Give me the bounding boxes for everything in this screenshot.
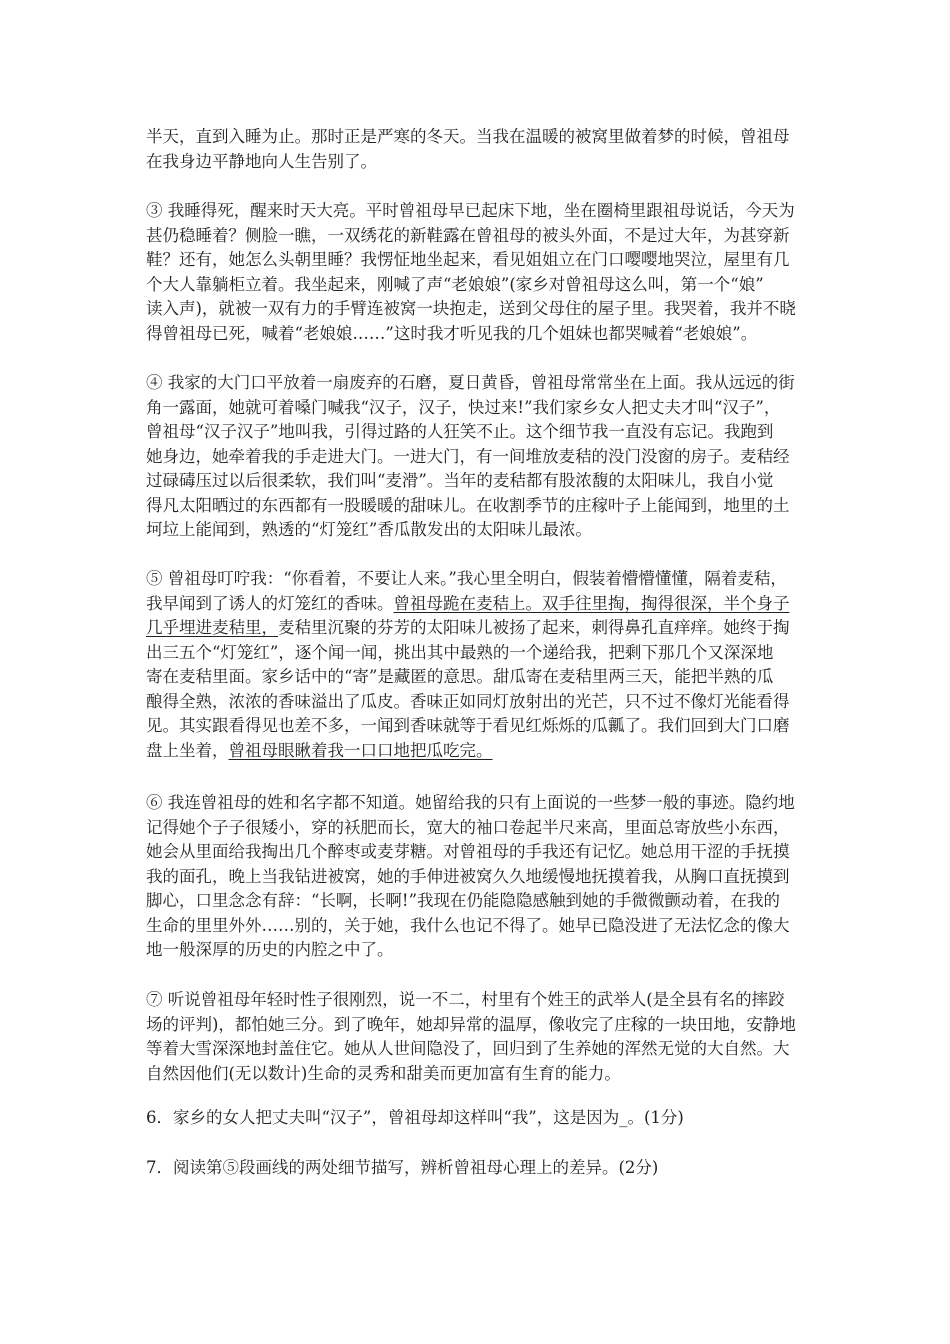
underlined-text: 曾祖母眼瞅着我一口口地把瓜吃完。 (228, 740, 493, 760)
text-segment: 等着大雪深深地封盖住它。她从人世间隐没了，回归到了生养她的浑然无觉的大自然。大 (146, 1039, 790, 1058)
text-segment: 我的面孔，晚上当我钻进被窝，她的手伸进被窝久久地缓慢地抚摸着我，从胸口直抚摸到 (146, 866, 790, 886)
text-line (146, 615, 790, 640)
text-segment: 地一般深厚的历史的内腔之中了。 (146, 940, 394, 959)
text-segment: 鞋？还有，她怎么头朝里睡？我愣怔地坐起来，看见姐姐立在门口嘤嘤地哭泣，屋里有几 (146, 250, 790, 269)
text-segment: ⑥ 我连曾祖母的姓和名字都不知道。她留给我的只有上面说的一些梦一般的事迹。隐约地 (146, 793, 795, 812)
text-segment: 她会从里面给我掏出几个醉枣或麦芽糖。对曾祖母的手我还有记忆。她总用干涩的手抚摸 (146, 842, 790, 861)
text-line (146, 272, 764, 297)
text-line (146, 815, 790, 840)
text-line (146, 1036, 790, 1061)
text-segment: 个大人靠躺柜立着。我坐起来，刚喊了声“老娘娘”(家乡对曾祖母这么叫，第一个“娘” (146, 274, 764, 294)
text-segment: 自然因他们(无以数计)生命的灵秀和甜美而更加富有生育的能力。 (146, 1063, 621, 1083)
text-segment: 麦秸里沉聚的芬芳的太阳味儿被扬了起来，刺得鼻孔直痒痒。她终于掏 (278, 618, 790, 637)
text-segment: 在我身边平静地向人生告别了。 (146, 151, 377, 171)
text-segment: 过碌碡压过以后很柔软，我们叫“麦滑”。当年的麦秸都有股浓馥的太阳味儿，我自小觉 (146, 471, 774, 490)
underlined-text: 几乎埋进麦秸里， (146, 618, 278, 637)
text-line (146, 296, 796, 321)
text-line (146, 713, 790, 738)
text-line (146, 591, 790, 616)
text-segment: 我早闻到了诱人的灯笼红的香味。 (146, 593, 394, 613)
text-segment: 得凡太阳晒过的东西都有一股暖暖的甜味儿。在收割季节的庄稼叶子上能闻到，地里的土 (146, 495, 790, 515)
text-segment: 出三五个“灯笼红”，逐个闻一闻，挑出其中最熟的一个递给我，把剩下那几个又深深地 (146, 642, 774, 662)
text-line (146, 1155, 658, 1180)
text-line (146, 864, 790, 889)
text-segment: 场的评判)，都怕她三分。到了晚年，她却异常的温厚，像收完了庄稼的一块田地，安静地 (146, 1014, 796, 1034)
text-line (146, 198, 795, 223)
text-line (146, 664, 773, 689)
underlined-text: 曾祖母跪在麦秸上。双手往里掏，掏得很深，半个身子 (393, 593, 790, 613)
text-line (146, 493, 790, 518)
text-line (146, 689, 790, 714)
text-segment: ⑦ 听说曾祖母年轻时性子很刚烈，说一不二，村里有个姓王的武举人(是全县有名的摔跤 (146, 990, 785, 1009)
text-segment: 见。其实跟看得见也差不多，一闻到香味就等于看见红烁烁的瓜瓤了。我们回到大门口磨 (146, 716, 790, 735)
text-line (146, 149, 377, 174)
text-segment: 酿得全熟，浓浓的香味溢出了瓜皮。香味正如同灯放射出的光芒，只不过不像灯光能看得 (146, 691, 790, 711)
text-segment: 6．家乡的女人把丈夫叫“汉子”，曾祖母却这样叫“我”，这是因为_。(1分) (146, 1108, 684, 1127)
text-line (146, 640, 773, 665)
text-line (146, 913, 790, 938)
text-segment: 7．阅读第⑤段画线的两处细节描写，辨析曾祖母心理上的差异。(2分) (146, 1158, 659, 1177)
text-line (146, 468, 773, 493)
text-line (146, 419, 773, 444)
text-line (146, 247, 790, 272)
text-line (146, 517, 592, 542)
text-line (146, 987, 785, 1012)
text-line (146, 1105, 684, 1130)
text-segment: 读入声)，就被一双有力的手臂连被窝一块抱走，送到父母住的屋子里。我哭着，我并不晓 (146, 299, 796, 318)
text-line (146, 1012, 796, 1037)
text-line (146, 1061, 621, 1086)
text-segment: 寄在麦秸里面。家乡话中的“寄”是藏匿的意思。甜瓜寄在麦秸里两三天，能把半熟的瓜 (146, 667, 774, 686)
text-segment: 生命的里里外外……别的，关于她，我什么也记不得了。她早已隐没进了无法忆念的像大 (146, 915, 790, 935)
text-segment: 曾祖母“汉子汉子”地叫我，引得过路的人狂笑不止。这个细节我一直没有忘记。我跑到 (146, 422, 774, 441)
text-line (146, 566, 787, 591)
text-segment: 盘上坐着， (146, 740, 229, 760)
text-segment: 甚仍稳睡着？侧脸一瞧，一双绣花的新鞋露在曾祖母的被头外面，不是过大年，为甚穿新 (146, 225, 790, 245)
text-line (146, 370, 795, 395)
text-segment: 脚心，口里念念有辞：“长啊，长啊!”我现在仍能隐隐感触到她的手微微颤动着，在我的 (146, 891, 781, 910)
text-line (146, 790, 795, 815)
text-segment: 记得她个子子很矮小，穿的袄肥而长，宽大的袖口卷起半尺来高，里面总寄放些小东西， (146, 817, 790, 837)
text-line (146, 124, 790, 149)
text-line (146, 839, 790, 864)
text-line (146, 321, 757, 346)
text-line (146, 395, 780, 420)
text-line (146, 937, 394, 962)
text-segment: 坷垃上能闻到，熟透的“灯笼红”香瓜散发出的太阳味儿最浓。 (146, 520, 592, 539)
text-line (146, 223, 790, 248)
text-line (146, 738, 493, 763)
text-segment: 角一露面，她就可着嗓门喊我“汉子，汉子，快过来!”我们家乡女人把丈夫才叫“汉子”， (146, 397, 781, 417)
text-line (146, 444, 790, 469)
text-segment: ③ 我睡得死，醒来时天大亮。平时曾祖母早已起床下地，坐在圈椅里跟祖母说话，今天为 (146, 201, 795, 220)
text-segment: 得曾祖母已死，喊着“老娘娘……”这时我才听见我的几个姐妹也都哭喊着“老娘娘”。 (146, 323, 758, 343)
text-segment: 半天，直到入睡为止。那时正是严寒的冬天。当我在温暖的被窝里做着梦的时候，曾祖母 (146, 127, 790, 146)
text-line (146, 888, 780, 913)
text-segment: ④ 我家的大门口平放着一扇废弃的石磨，夏日黄昏，曾祖母常常坐在上面。我从远远的街 (146, 373, 795, 392)
text-segment: ⑤ 曾祖母叮咛我：“你看着，不要让人来。”我心里全明白，假装着懵懵懂懂，隔着麦秸， (146, 569, 787, 588)
text-segment: 她身边，她牵着我的手走进大门。一进大门，有一间堆放麦秸的没门没窗的房子。麦秸经 (146, 446, 790, 466)
